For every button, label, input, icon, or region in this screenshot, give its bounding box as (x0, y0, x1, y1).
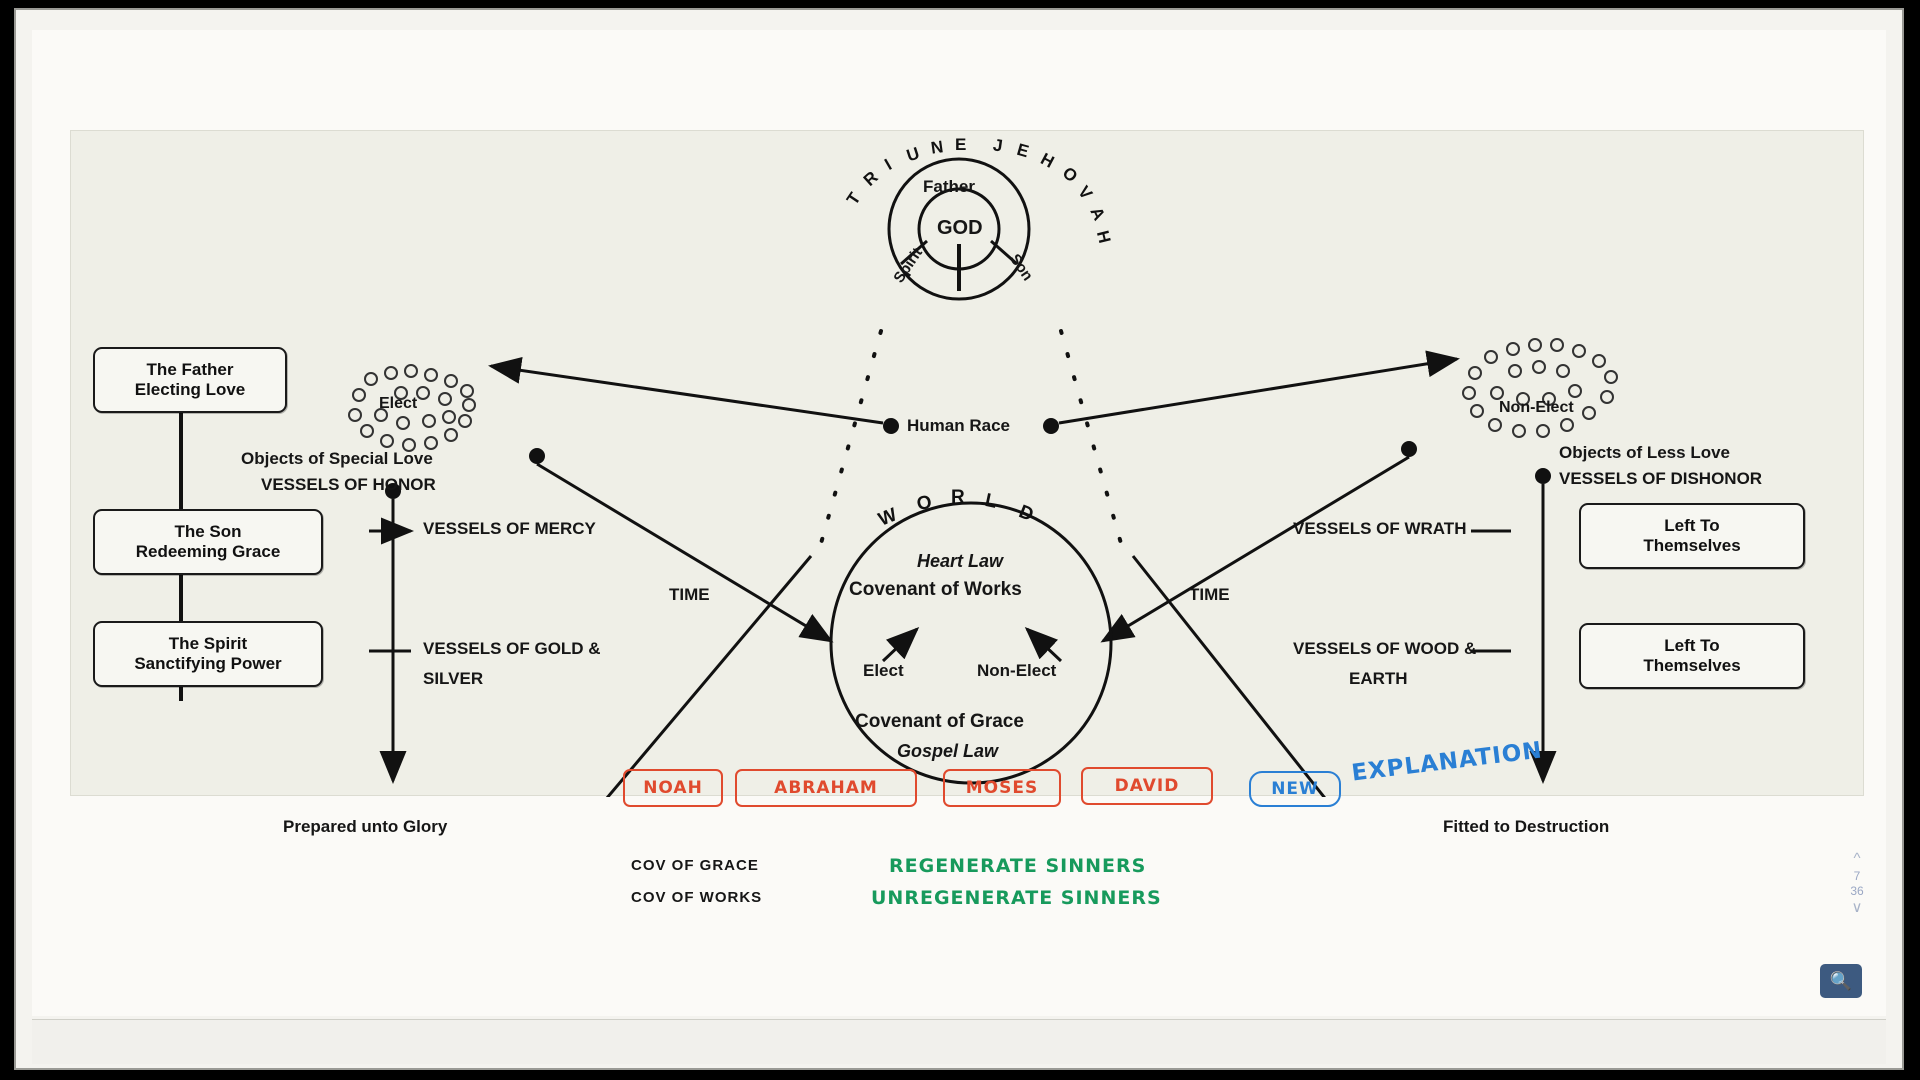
scroll-down-icon[interactable]: ∨ (1851, 898, 1863, 916)
label-vessels-gold-1: VESSELS OF GOLD & (423, 639, 601, 658)
box-the-father[interactable] (93, 347, 287, 413)
annotation-moses: MOSES (943, 769, 1061, 807)
label-son: Son (1006, 250, 1037, 285)
page-number: 7 (1853, 868, 1861, 883)
box-the-son-line1: The Son (174, 522, 242, 542)
label-vessels-of-wrath: VESSELS OF WRATH (1293, 519, 1467, 538)
world-letter: O (914, 491, 934, 516)
label-vessels-gold-2: SILVER (423, 669, 484, 688)
page-total: 36 (1850, 883, 1864, 898)
label-objects-less-love: Objects of Less Love (1559, 443, 1730, 462)
label-non-elect-center: Non-Elect (977, 661, 1057, 680)
label-non-elect-cluster: Non-Elect (1499, 399, 1574, 416)
jehovah-letter: H (1037, 149, 1058, 172)
label-covenant-of-works: Covenant of Works (849, 579, 1022, 600)
page-scroll-indicator[interactable] (1846, 850, 1868, 980)
label-human-race: Human Race (907, 416, 1010, 435)
label-spirit: Spirit (890, 244, 926, 287)
box-left-themselves-2-line2: Themselves (1643, 656, 1741, 675)
box-left-themselves-1-line2: Themselves (1643, 536, 1741, 555)
triune-letter: U (904, 143, 922, 166)
world-letter: R (951, 487, 965, 508)
label-vessels-of-dishonor: VESSELS OF DISHONOR (1559, 469, 1763, 488)
label-vessels-wood-1: VESSELS OF WOOD & (1293, 639, 1477, 658)
annotation-noah: NOAH (623, 769, 723, 807)
label-elect-center: Elect (863, 661, 904, 680)
annotation-new: NEW (1249, 771, 1341, 807)
box-left-themselves-2-line1: Left To (1664, 636, 1720, 656)
annotation-regenerate-sinners: REGENERATE SINNERS (889, 855, 1147, 877)
viewer-bottom-bar (32, 1019, 1886, 1064)
world-letter: L (983, 490, 999, 513)
box-the-father-line1: The Father (146, 360, 234, 380)
document-viewer (14, 8, 1904, 1070)
triune-letter: I (881, 155, 895, 174)
box-the-spirit[interactable] (93, 621, 323, 687)
box-the-spirit-line2: Sanctifying Power (134, 654, 282, 673)
world-letter: W (875, 504, 901, 531)
label-heart-law: Heart Law (917, 551, 1004, 571)
box-the-spirit-line1: The Spirit (168, 634, 248, 654)
label-objects-special-love: Objects of Special Love (241, 449, 433, 468)
label-time-left: TIME (669, 585, 710, 604)
label-god: GOD (937, 217, 983, 239)
annotation-david: DAVID (1081, 767, 1213, 805)
box-the-father-line2: Electing Love (134, 380, 246, 399)
label-vessels-of-honor: VESSELS OF HONOR (261, 475, 436, 494)
jehovah-letter: V (1074, 182, 1097, 204)
label-vessels-wood-2: EARTH (1349, 669, 1408, 688)
jehovah-letter: O (1058, 163, 1082, 187)
label-vessels-of-mercy: VESSELS OF MERCY (423, 519, 596, 538)
label-prepared-unto-glory: Prepared unto Glory (283, 817, 448, 836)
jehovah-letter: E (1014, 139, 1031, 162)
triune-letter: N (929, 137, 945, 158)
world-letter: D (1015, 501, 1037, 526)
box-left-themselves-1-line1: Left To (1664, 516, 1720, 536)
magnifier-plus-icon: 🔍 (1829, 970, 1853, 991)
scroll-up-icon[interactable]: ^ (1853, 850, 1861, 867)
annotation-cov-of-works: COV OF WORKS (631, 889, 763, 906)
annotation-unregenerate-sinners: UNREGENERATE SINNERS (871, 887, 1162, 909)
annotation-explanation: EXPLANATION (1350, 737, 1544, 787)
triune-letter: T (842, 189, 865, 209)
triune-letter: E (955, 135, 967, 154)
label-covenant-of-grace: Covenant of Grace (855, 711, 1024, 732)
box-the-son[interactable] (93, 509, 323, 575)
box-left-to-themselves-wood[interactable] (1579, 623, 1805, 689)
triune-letter: R (859, 167, 882, 190)
label-elect-cluster: Elect (379, 395, 418, 412)
box-left-to-themselves-wrath[interactable] (1579, 503, 1805, 569)
label-fitted-to-destruction: Fitted to Destruction (1443, 817, 1610, 836)
annotation-abraham: ABRAHAM (735, 769, 917, 807)
annotation-cov-of-grace: COV OF GRACE (631, 857, 759, 874)
box-the-son-line2: Redeeming Grace (135, 542, 281, 561)
zoom-in-button[interactable] (1820, 964, 1862, 998)
viewer-page (32, 30, 1886, 1016)
jehovah-letter: H (1092, 228, 1115, 246)
jehovah-letter: A (1086, 204, 1109, 224)
label-time-right: TIME (1189, 585, 1230, 604)
jehovah-letter: J (991, 135, 1004, 156)
label-gospel-law: Gospel Law (897, 741, 999, 761)
label-father-godhead: Father (923, 177, 975, 196)
